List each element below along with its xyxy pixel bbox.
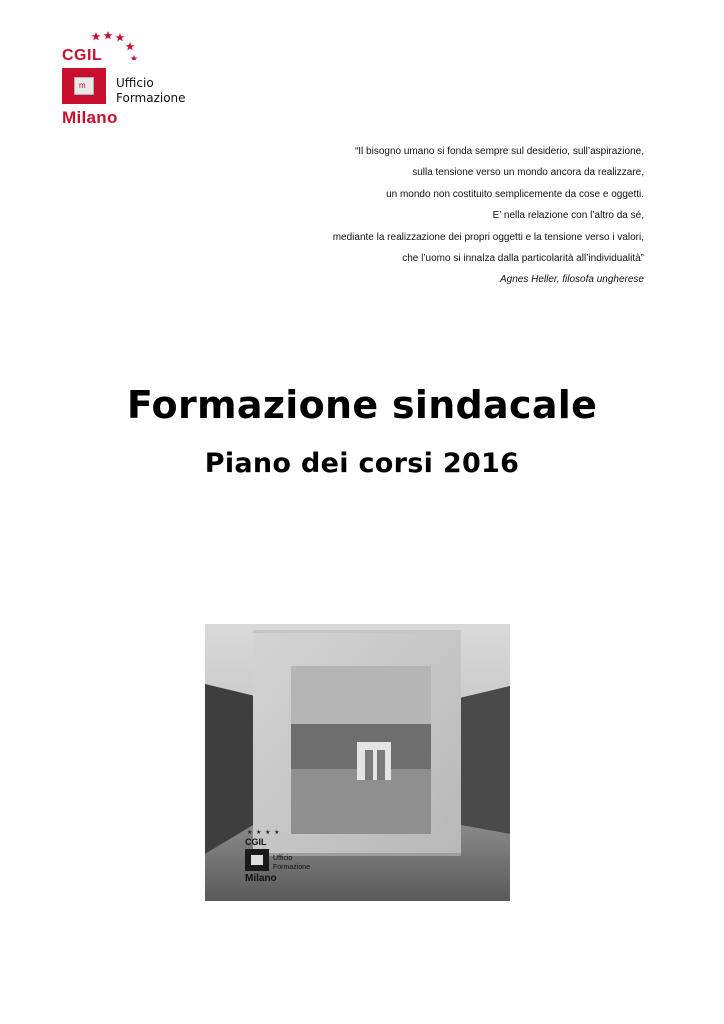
cover-photo: [205, 624, 510, 901]
quote-author: Agnes Heller, filosofa ungherese: [500, 274, 644, 286]
logo-mark-letter: m: [79, 81, 86, 90]
epigraph-quote: [224, 141, 644, 291]
logo-brand: CGIL: [62, 47, 103, 64]
quote-line: un mondo non costituito semplicemente da cose e oggetti.: [386, 188, 644, 200]
cgil-logo: [56, 30, 186, 130]
photo-logo-stars-icon: ★ ★ ★ ★: [247, 830, 281, 836]
photo-logo-office: [273, 854, 310, 872]
logo-city: Milano: [62, 108, 118, 127]
photo-logo: [243, 829, 313, 889]
logo-office-line1: Ufficio: [116, 76, 154, 90]
logo-office: [116, 76, 186, 106]
photo-logo-mark: [245, 849, 269, 871]
quote-line: sulla tensione verso un mondo ancora da realizzare,: [412, 167, 644, 179]
logo-office-line2: Formazione: [116, 91, 186, 105]
photo-logo-city: Milano: [245, 873, 277, 884]
page-title: Formazione sindacale: [126, 383, 598, 427]
quote-line: E’ nella relazione con l’altro da sé,: [492, 210, 644, 222]
photo-logo-office-line1: Ufficio: [273, 855, 293, 862]
quote-line: mediante la realizzazione dei propri oggetti e la tensione verso i valori,: [332, 231, 644, 243]
logo-mark: [62, 68, 106, 104]
quote-line: che l’uomo si innalza dalla particolarità all’individualità”: [402, 253, 644, 265]
quote-line: “Il bisogno umano si fonda sempre sul desiderio, sull’aspirazione,: [354, 146, 644, 157]
page-subtitle: Piano dei corsi 2016: [204, 448, 520, 479]
photo-logo-office-line2: Formazione: [273, 864, 310, 871]
photo-logo-brand: CGIL: [245, 837, 267, 847]
